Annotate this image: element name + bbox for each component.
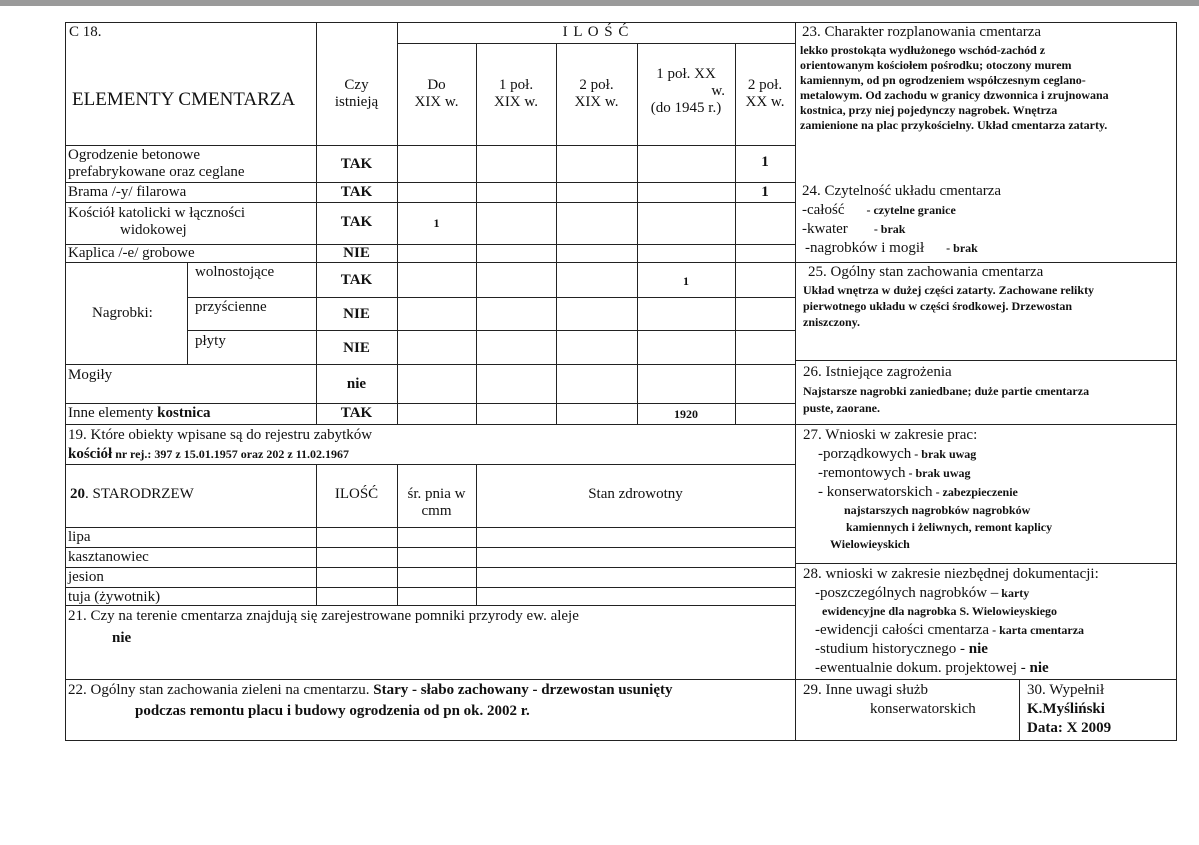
row-free-p4: 1 [683, 274, 689, 288]
conclusions-title: 27. Wnioski w zakresie prac: [803, 427, 978, 443]
tree-item: jesion [68, 569, 104, 585]
row-church-p1: 1 [433, 216, 440, 230]
trees-qty-header: ILOŚĆ [334, 486, 379, 502]
row-church-exists: TAK [340, 214, 373, 230]
row-gate-exists: TAK [340, 184, 373, 200]
trees-diam-header: śr. pnia w cmm [407, 486, 466, 519]
conclusion-item: -remontowych - brak uwag [818, 465, 971, 481]
condition-text: Układ wnętrza w dużej części zatarty. Zachowane relikty pierwotnego układu w części środkowej. Drzewostan zniszczony. [803, 283, 1095, 329]
monuments-question: 21. Czy na terenie cmentarza znajdują się zarejestrowane pomniki przyrody ew. aleje [68, 608, 579, 624]
row-gate-label: Brama /-y/ filarowa [68, 184, 187, 200]
legibility-item: -kwater - brak [802, 221, 906, 237]
documentation-line: ewidencyjne dla nagrobka S. Wielowieyskiego [822, 604, 1058, 618]
row-chapel-label: Kaplica /-e/ grobowe [68, 245, 195, 261]
documentation-line: -studium historycznego - nie [815, 641, 988, 657]
tree-item: kasztanowiec [68, 549, 149, 565]
row-free-exists: TAK [340, 272, 373, 288]
greenery-answer: podczas remontu placu i budowy ogrodzenia od pn ok. 2002 r. [135, 703, 530, 719]
trees-header: 20. STARODRZEW [70, 486, 194, 502]
scan-edge [0, 0, 1199, 6]
row-mounds-label: Mogiły [68, 367, 113, 383]
row-mounds-exists: nie [346, 376, 367, 392]
tree-item: lipa [68, 529, 91, 545]
greenery-question: 22. Ogólny stan zachowania zieleni na cmentarzu. Stary - słabo zachowany - drzewostan usunięty [68, 682, 673, 698]
row-slabs-exists: NIE [343, 340, 370, 356]
row-fence-exists: TAK [340, 156, 373, 172]
filled-date: Data: X 2009 [1027, 720, 1112, 736]
documentation-line: -ewidencji całości cmentarza - karta cmentarza [815, 622, 1085, 638]
row-other-label: Inne elementy kostnica [68, 405, 211, 421]
graves-label: Nagrobki: [92, 305, 153, 321]
period-header-2: 1 poł. XIX w. [493, 77, 539, 110]
monuments-answer: nie [112, 630, 132, 646]
conclusion-item: - konserwatorskich - zabezpieczenie [818, 484, 1018, 500]
legibility-item: -całość - czytelne granice [802, 202, 956, 218]
row-other-p4: 1920 [674, 407, 698, 421]
period-header-4: 1 poł. XX w. (do 1945 r.) [650, 66, 725, 116]
row-church-label: Kościół katolicki w łączności widokowej [68, 205, 246, 238]
legibility-item: -nagrobków i mogił - brak [805, 240, 978, 256]
row-fence-p5: 1 [761, 154, 769, 170]
threats-text: Najstarsze nagrobki zaniedbane; duże partie cmentarza puste, zaorane. [803, 384, 1090, 415]
filled-title: 30. Wypełnił [1027, 682, 1105, 698]
documentation-line: -ewentualnie dokum. projektowej - nie [815, 660, 1049, 676]
period-header-1: Do XIX w. [414, 77, 459, 110]
trees-health-header: Stan zdrowotny [588, 486, 683, 502]
row-other-exists: TAK [340, 405, 373, 421]
exists-header: Czy istnieją [334, 77, 379, 110]
documentation-title: 28. wnioski w zakresie niezbędnej dokumentacji: [803, 566, 1099, 582]
layout-text: lekko prostokąta wydłużonego wschód-zachód z orientowanym kościołem pośrodku; otoczony murem kamiennym, od pn ogrodzeniem współczesnym ceglano- metalowym. Od zachodu w granicy dzwonnica i zrujnowana kostnica, przy niej pojedynczy nagrobek. Wnętrza zamienione na plac przykościelny. Układ cmentarza zatarty. [800, 43, 1109, 132]
row-slabs-label: płyty [195, 333, 226, 349]
registry-answer: kościół nr rej.: 397 z 15.01.1957 oraz 202 z 11.02.1967 [68, 446, 350, 462]
card-number: C 18. [69, 24, 102, 40]
row-chapel-exists: NIE [343, 245, 370, 261]
period-header-5: 2 poł. XX w. [745, 77, 785, 110]
filled-name: K.Myśliński [1027, 701, 1105, 717]
registry-question: 19. Które obiekty wpisane są do rejestru zabytków [68, 427, 373, 443]
period-header-3: 2 poł. XIX w. [574, 77, 619, 110]
threats-title: 26. Istniejące zagrożenia [803, 364, 952, 380]
tree-item: tuja (żywotnik) [68, 589, 161, 605]
row-wall-label: przyścienne [195, 299, 267, 315]
row-free-label: wolnostojące [195, 264, 275, 280]
quantity-header: I L O Ś Ć [562, 24, 630, 40]
layout-title: 23. Charakter rozplanowania cmentarza [802, 24, 1042, 40]
row-wall-exists: NIE [343, 306, 370, 322]
row-fence-label: Ogrodzenie betonowe prefabrykowane oraz ceglane [68, 147, 245, 180]
legibility-title: 24. Czytelność układu cmentarza [802, 183, 1002, 199]
services-title: 29. Inne uwagi służb [803, 682, 928, 698]
condition-title: 25. Ogólny stan zachowania cmentarza [808, 264, 1044, 280]
conclusion-item: -porządkowych - brak uwag [818, 446, 977, 462]
row-gate-p5: 1 [761, 184, 769, 200]
documentation-line: -poszczególnych nagrobków – karty [815, 585, 1030, 601]
conclusion-extra: najstarszych nagrobków nagrobków kamiennych i żeliwnych, remont kaplicy Wielowieyskich [830, 503, 1053, 551]
elements-header: ELEMENTY CMENTARZA [72, 89, 296, 110]
services-line: konserwatorskich [870, 701, 976, 717]
